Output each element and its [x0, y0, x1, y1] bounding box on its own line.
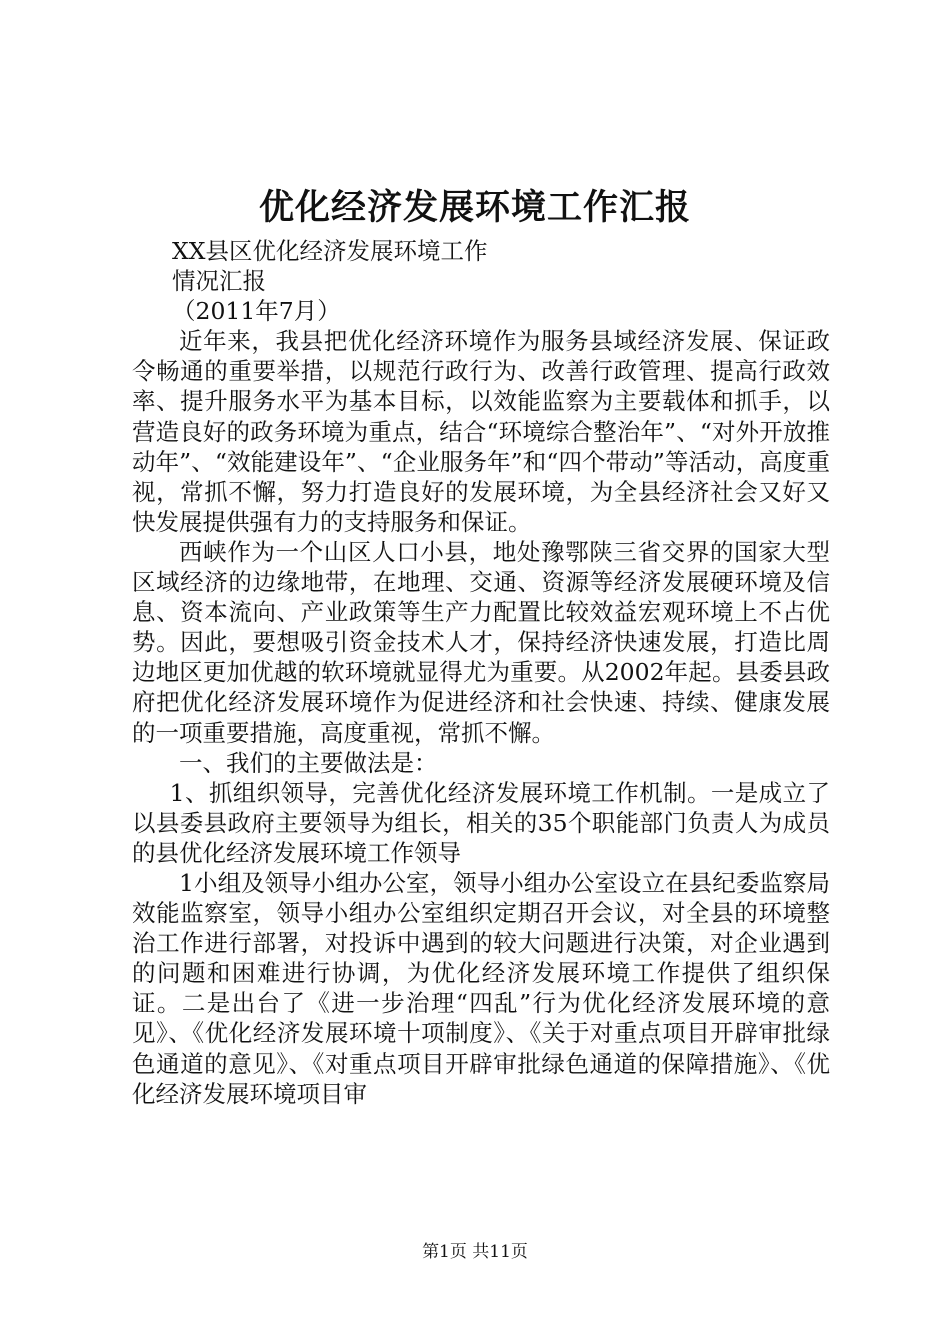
subtitle-line-2: 情况汇报	[172, 267, 266, 296]
paragraph-item-1-continued: 1小组及领导小组办公室，领导小组办公室设立在县纪委监察局效能监察室，领导小组办公室组织定期召开会议，对全县的环境整治工作进行部署，对投诉中遇到的较大问题进行决策，对企业遇到的问题和困难进行协调，为优化经济发展环境工作提供了组织保证。二是出台了《进一步治理“四乱”行为优化经济发展环境的意见》、《优化经济发展环境十项制度》、《关于对重点项目开辟审批绿色通道的意见》、《对重点项目开辟审批绿色通道的保障措施》、《优化经济发展环境项目审	[132, 868, 830, 1108]
paragraph-intro: 近年来，我县把优化经济环境作为服务县域经济发展、保证政令畅通的重要举措，以规范行政行为、改善行政管理、提高行政效率、提升服务水平为基本目标，以效能监察为主要载体和抓手，以营造良好的政务环境为重点，结合“环境综合整治年”、“对外开放推动年”、“效能建设年”、“企业服务年”和“四个带动”等活动，高度重视，常抓不懈，努力打造良好的发展环境，为全县经济社会又好又快发展提供强有力的支持服务和保证。	[132, 327, 830, 536]
paragraph-item-1: 1、抓组织领导，完善优化经济发展环境工作机制。一是成立了以县委县政府主要领导为组长，相关的35个职能部门负责人为成员的县优化经济发展环境工作领导	[132, 778, 830, 867]
subtitle-line-1: XX县区优化经济发展环境工作	[172, 237, 488, 265]
section-heading: 一、我们的主要做法是：	[179, 748, 438, 777]
document-body	[132, 236, 830, 1109]
paragraph-background: 西峡作为一个山区人口小县，地处豫鄂陕三省交界的国家大型区域经济的边缘地带，在地理、交通、资源等经济发展硬环境及信息、资本流向、产业政策等生产力配置比较效益宏观环境上不占优势。因此，要想吸引资金技术人才，保持经济快速发展，打造比周边地区更加优越的软环境就显得尤为重要。从2002年起。县委县政府把优化经济发展环境作为促进经济和社会快速、持续、健康发展的一项重要措施，高度重视，常抓不懈。	[132, 537, 830, 747]
document-title: 优化经济发展环境工作汇报	[258, 187, 691, 228]
date-line: （2011年7月）	[172, 297, 341, 326]
page-number: 第1页 共11页	[422, 1242, 528, 1262]
